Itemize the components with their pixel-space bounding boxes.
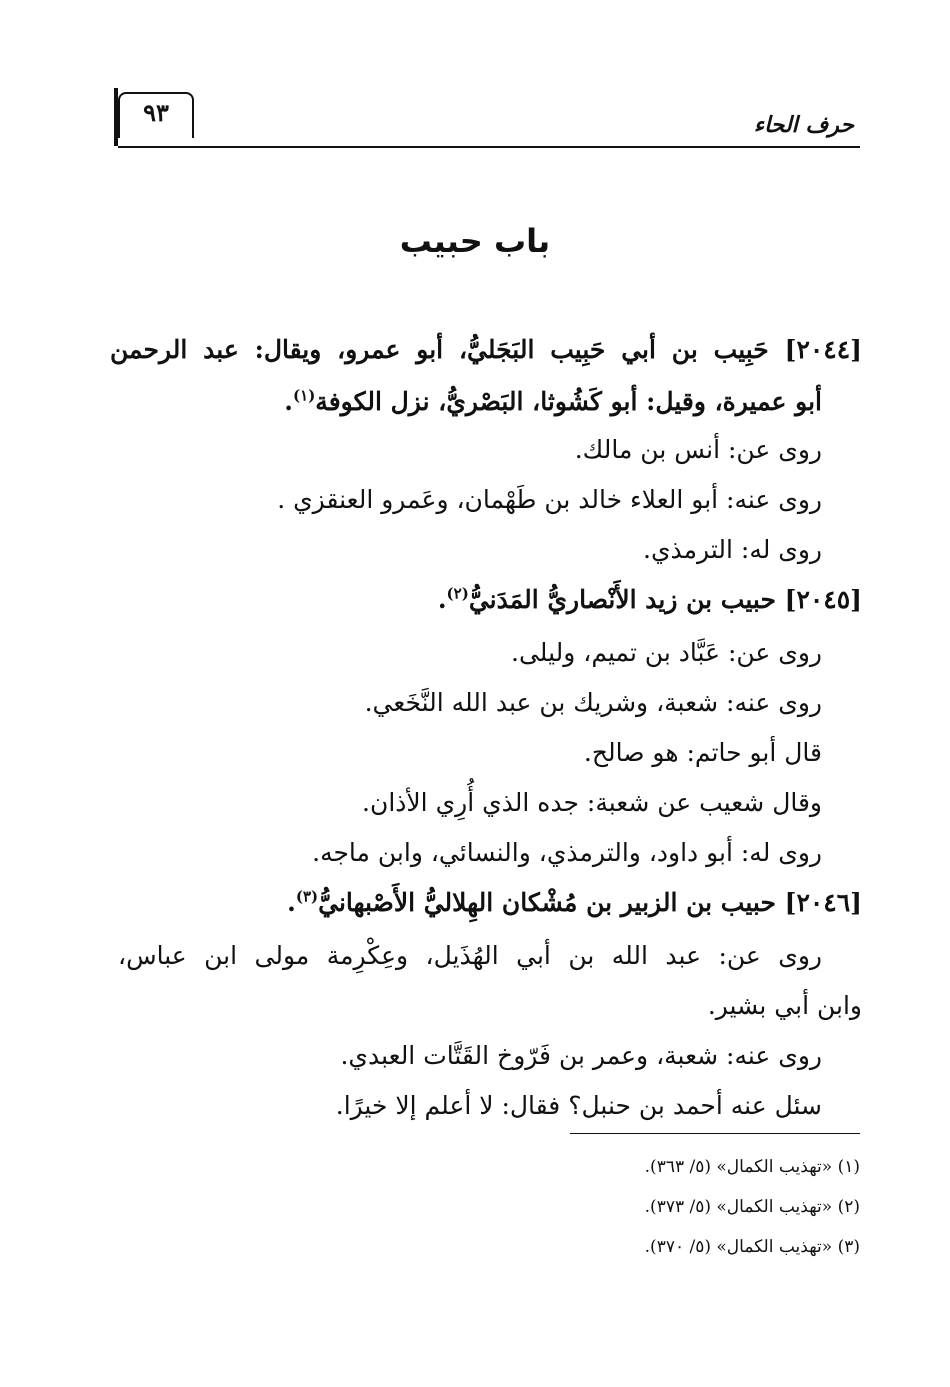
entry-2046-line-wrap2: وابن أبي بشير. <box>707 991 862 1020</box>
footnote-separator <box>570 1133 860 1134</box>
entry-2044-line: روى عن: أنس بن مالك. <box>574 435 822 464</box>
header-rule <box>118 146 860 148</box>
footnote-ref-1: (١) <box>293 386 316 405</box>
entry-2045-line: قال أبو حاتم: هو صالح. <box>583 738 822 767</box>
running-header: حرف الحاء <box>753 112 854 138</box>
entry-2045-line: وقال شعيب عن شعبة: جده الذي أُرِي الأذان. <box>362 788 822 817</box>
entry-2046-line: سئل عنه أحمد بن حنبل؟ فقال: لا أعلم إلا خيرًا. <box>335 1091 822 1120</box>
entry-2046-line: روى عنه: شعبة، وعمر بن فَرّوخ القَتَّات العبدي. <box>340 1041 822 1070</box>
entry-2044-line: روى عنه: أبو العلاء خالد بن طَهْمان، وعَمرو العنقزي . <box>277 485 822 514</box>
entry-2045-heading: [٢٠٤٥] حبيب بن زيد الأَنْصاريُّ المَدَنيُّ$^{(٢)}$. <box>437 584 862 614</box>
entry-2045-line: روى عن: عَبَّاد بن تميم، وليلى. <box>511 638 822 667</box>
entry-2044-heading-line2: أبو عميرة، وقيل: أبو كَشُوثا، البَصْريُّ، نزل الكوفة$^{(١)}$. <box>284 386 822 416</box>
footnote-3: (٣) «تهذيب الكمال» (٥/ ٣٧٠). <box>644 1237 860 1257</box>
entry-2044-heading-line1: [٢٠٤٤] حَبِيب بن أبي حَبِيب البَجَليُّ، أبو عمرو، ويقال: عبد الرحمن <box>110 335 862 364</box>
entry-2045-line: روى له: أبو داود، والترمذي، والنسائي، وابن ماجه. <box>312 838 822 867</box>
entry-2046-line-wrap1: روى عن: عبد الله بن أبي الهُذَيل، وعِكْرِمة مولى ابن عباس، <box>118 941 822 970</box>
footnote-ref-3: (٣) <box>295 887 319 906</box>
footnote-2: (٢) «تهذيب الكمال» (٥/ ٣٧٣). <box>644 1197 860 1217</box>
footnote-1: (١) «تهذيب الكمال» (٥/ ٣٦٣). <box>644 1157 860 1177</box>
page-number: ٩٣ <box>143 98 169 127</box>
entry-2045-line: روى عنه: شعبة، وشريك بن عبد الله النَّخَعي. <box>364 688 822 717</box>
entry-2044-line: روى له: الترمذي. <box>643 535 822 564</box>
footnote-ref-2: (٢) <box>446 584 469 603</box>
chapter-title: باب حبيب <box>399 222 551 260</box>
entry-2046-heading: [٢٠٤٦] حبيب بن الزبير بن مُشْكان الهِلاليُّ الأَصْبهانيُّ$^{(٣)}$. <box>287 887 862 917</box>
